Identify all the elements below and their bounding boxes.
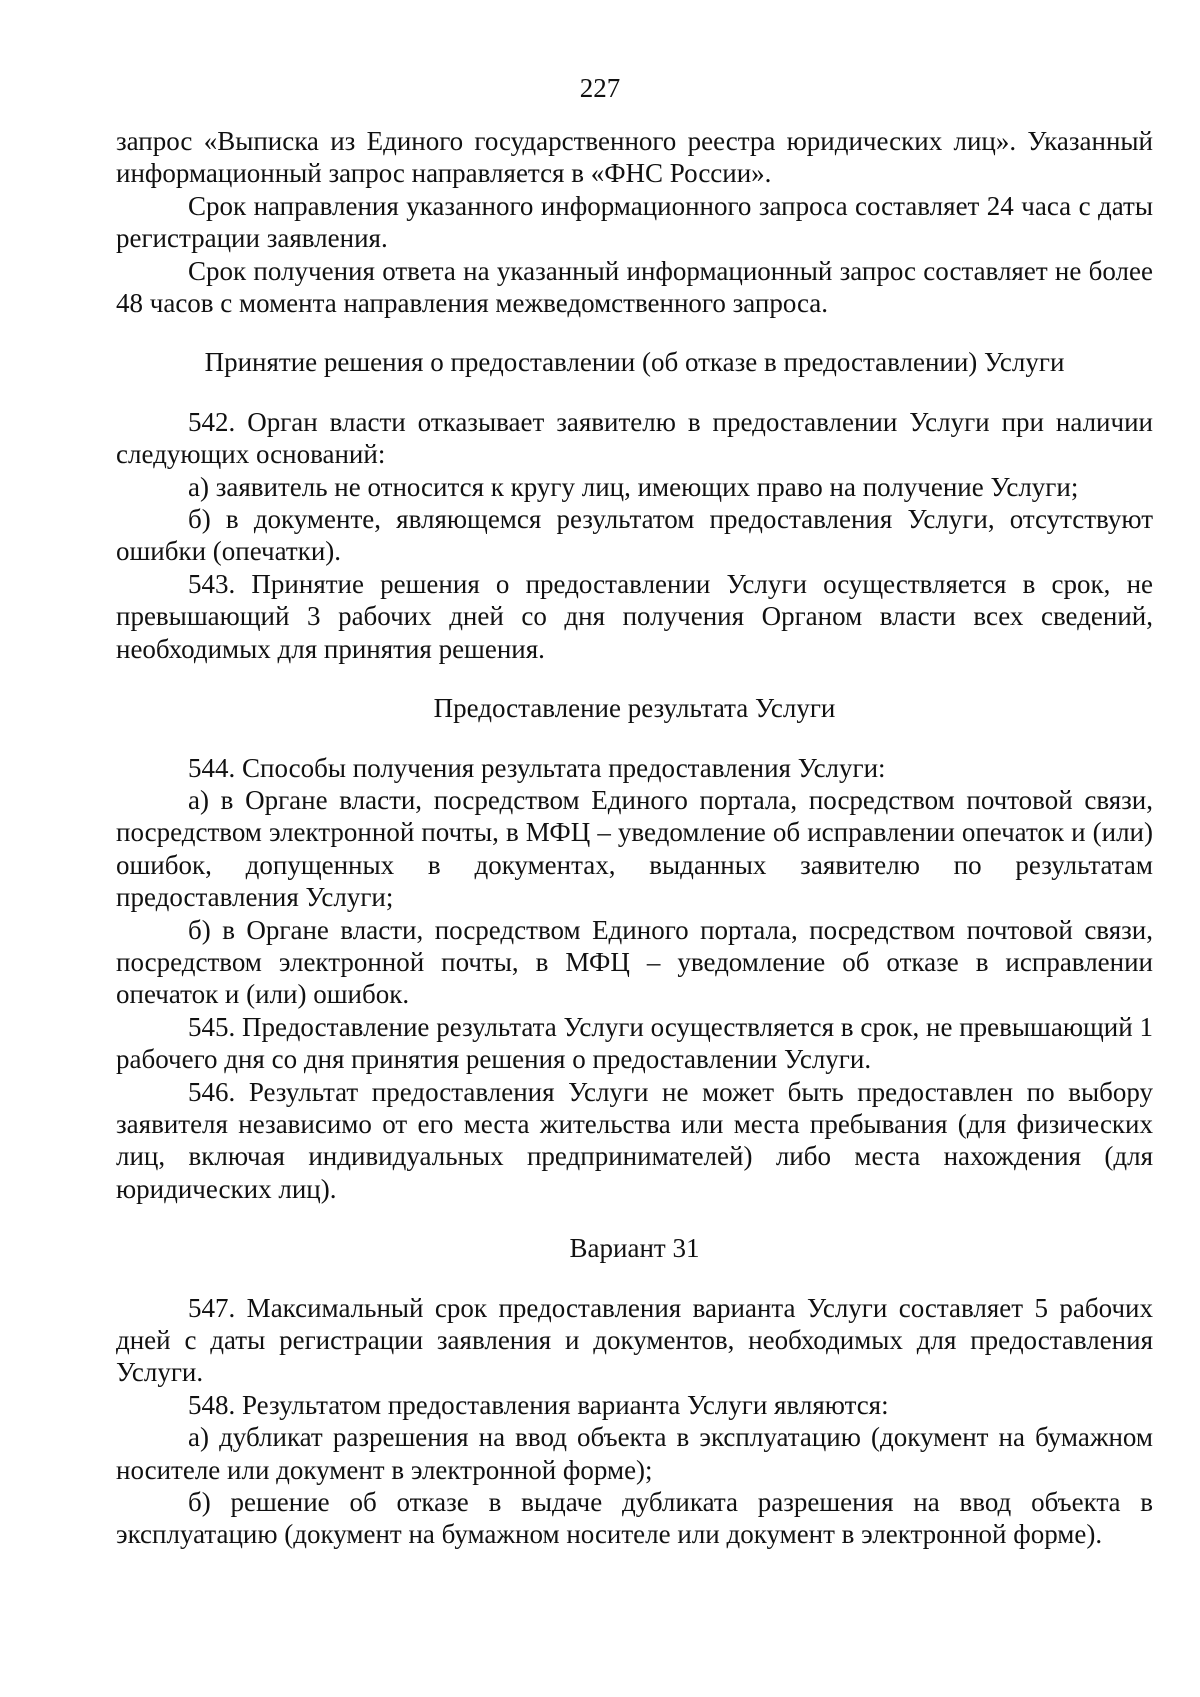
document-body [116, 125, 1153, 1551]
page-number: 227 [579, 73, 621, 103]
paragraph-547: 547. Максимальный срок предоставления варианта Услуги составляет 5 рабочих дней с даты регистрации заявления и документов, необходимых для предоставления Услуги. [116, 1292, 1153, 1388]
section-heading: Предоставление результата Услуги [433, 693, 836, 724]
paragraph-544-b: б) в Органе власти, посредством Единого портала, посредством почтовой связи, посредством электронной почты, в МФЦ – уведомление об отказе в исправлении опечаток и (или) ошибок. [116, 914, 1153, 1010]
paragraph: Срок направления указанного информационного запроса составляет 24 часа с даты регистрации заявления. [116, 190, 1153, 254]
paragraph-546: 546. Результат предоставления Услуги не может быть предоставлен по выбору заявителя независимо от его места жительства или места пребывания (для физических лиц, включая индивидуальных предпринимателей) либо места нахождения (для юридических лиц). [116, 1076, 1153, 1204]
paragraph-545: 545. Предоставление результата Услуги осуществляется в срок, не превышающий 1 рабочего дня со дня принятия решения о предоставлении Услуги. [116, 1011, 1153, 1075]
paragraph-continuation: запрос «Выписка из Единого государственного реестра юридических лиц». Указанный информационный запрос направляется в «ФНС России». [116, 126, 1153, 189]
section-heading: Вариант 31 [569, 1233, 700, 1264]
paragraph-543: 543. Принятие решения о предоставлении Услуги осуществляется в срок, не превышающий 3 рабочих дней со дня получения Органом власти всех сведений, необходимых для принятия решения. [116, 568, 1153, 664]
paragraph-544-a: а) в Органе власти, посредством Единого портала, посредством почтовой связи, посредством электронной почты, в МФЦ – уведомление об исправлении опечаток и (или) ошибок, допущенных в документах, выданных заявителю по результатам предоставления Услуги; [116, 784, 1153, 913]
paragraph-548: 548. Результатом предоставления варианта Услуги являются: [188, 1389, 889, 1420]
paragraph-548-a: а) дубликат разрешения на ввод объекта в эксплуатацию (документ на бумажном носителе или документ в электронной форме); [116, 1422, 1153, 1485]
section-heading: Принятие решения о предоставлении (об отказе в предоставлении) Услуги [204, 347, 1065, 378]
paragraph-542-b: б) в документе, являющемся результатом предоставления Услуги, отсутствуют ошибки (опечатки). [116, 504, 1153, 567]
paragraph-544: 544. Способы получения результата предоставления Услуги: [188, 752, 886, 783]
paragraph-542-a: а) заявитель не относится к кругу лиц, имеющих право на получение Услуги; [188, 471, 1079, 502]
paragraph: Срок получения ответа на указанный информационный запрос составляет не более 48 часов с момента направления межведомственного запроса. [116, 255, 1153, 319]
paragraph-542: 542. Орган власти отказывает заявителю в предоставлении Услуги при наличии следующих оснований: [116, 406, 1153, 470]
paragraph-548-b: б) решение об отказе в выдаче дубликата разрешения на ввод объекта в эксплуатацию (документ на бумажном носителе или документ в электронной форме). [116, 1487, 1153, 1550]
